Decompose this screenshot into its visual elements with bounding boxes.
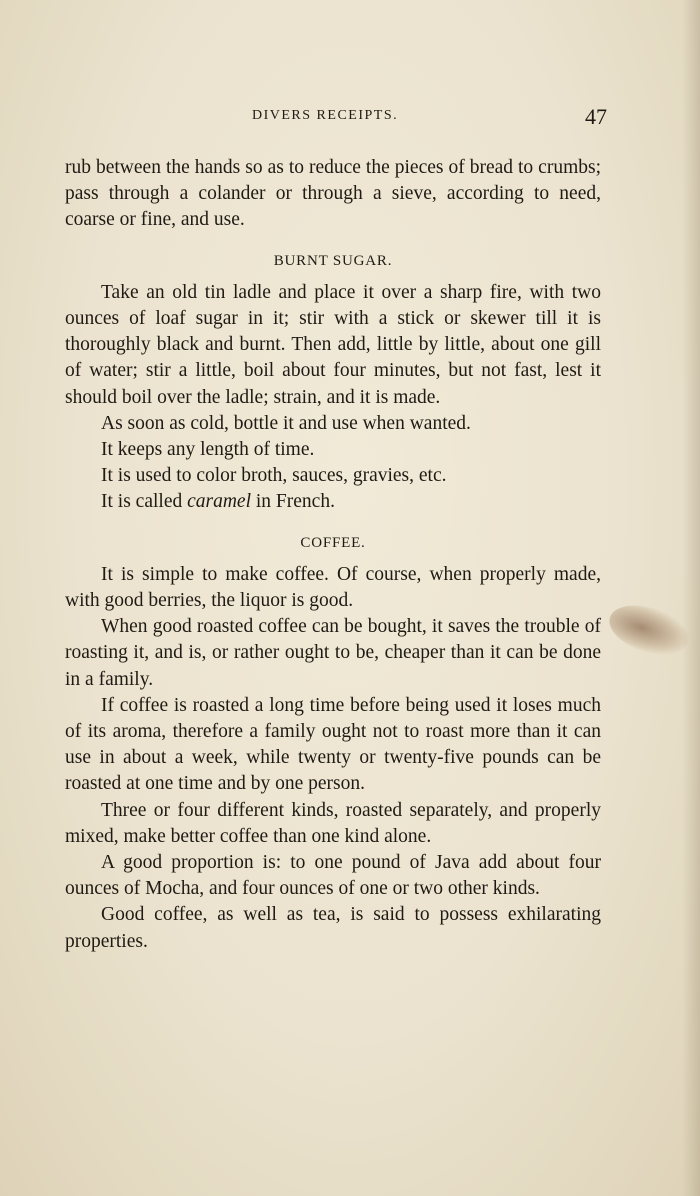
caramel-before: It is called bbox=[101, 491, 188, 513]
coffee-paragraph-6: Good coffee, as well as tea, is said to possess exhilarating properties. bbox=[65, 904, 601, 952]
caramel-italic: caramel bbox=[187, 491, 251, 513]
burnt-sugar-paragraph-4: It is used to color broth, sauces, gravies, etc. bbox=[101, 465, 447, 487]
running-head: DIVERS RECEIPTS. bbox=[252, 108, 399, 123]
coffee-paragraph-1: It is simple to make coffee. Of course, when properly made, with good berries, the liquor is good. bbox=[65, 563, 601, 612]
burnt-sugar-heading: BURNT SUGAR. bbox=[273, 252, 393, 269]
page-header bbox=[60, 104, 615, 144]
page-number: 47 bbox=[585, 104, 607, 129]
page-body bbox=[65, 155, 601, 955]
coffee-paragraph-3: If coffee is roasted a long time before being used it loses much of its aroma, therefore a family ought not to roast more than it can use in about a week, while twenty or twenty-five pounds can be roasted at one time and by one person. bbox=[65, 694, 601, 795]
coffee-paragraph-2: When good roasted coffee can be bought, it saves the trouble of roasting it, and is, or rather ought to be, cheaper than it can be done in a family. bbox=[65, 616, 601, 690]
caramel-after: in French. bbox=[251, 491, 335, 513]
page-edge-shadow bbox=[682, 0, 700, 1196]
burnt-sugar-paragraph-5 bbox=[65, 489, 601, 515]
intro-paragraph: rub between the hands so as to reduce the pieces of bread to crumbs; pass through a colander or through a sieve, according to need, coarse or fine, and use. bbox=[65, 157, 601, 231]
coffee-heading: COFFEE. bbox=[300, 534, 366, 551]
burnt-sugar-paragraph-3: It keeps any length of time. bbox=[101, 439, 315, 461]
coffee-paragraph-4: Three or four different kinds, roasted separately, and properly mixed, make better coffee than one kind alone. bbox=[65, 799, 601, 847]
burnt-sugar-paragraph-1: Take an old tin ladle and place it over a sharp fire, with two ounces of loaf sugar in it; stir with a stick or skewer till it is thoroughly black and burnt. Then add, little by little, about one gill of water; stir a little, boil about four minutes, but not fast, lest it should boil over the ladle; strain, and it is made. bbox=[65, 281, 601, 408]
burnt-sugar-paragraph-2: As soon as cold, bottle it and use when wanted. bbox=[101, 412, 471, 434]
coffee-paragraph-5: A good proportion is: to one pound of Java add about four ounces of Mocha, and four ounces of one or two other kinds. bbox=[65, 852, 601, 900]
